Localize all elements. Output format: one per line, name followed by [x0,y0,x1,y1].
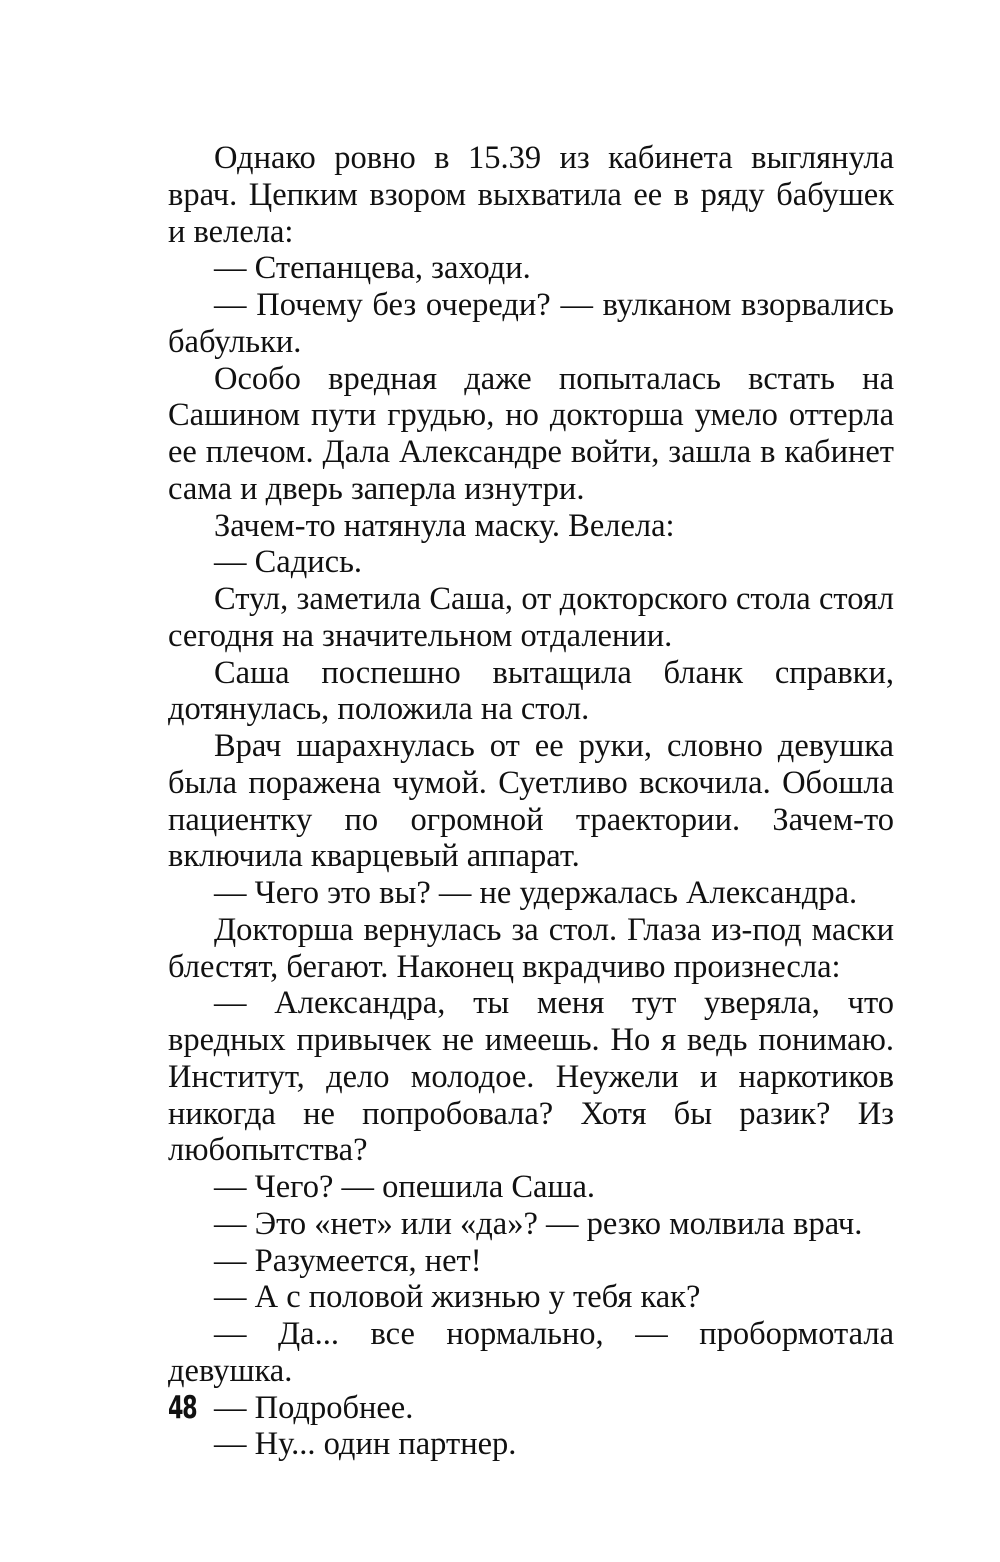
paragraph: — А с половой жизнью у тебя как? [214,1279,701,1316]
paragraph: — Ну... один партнер. [214,1426,517,1463]
paragraph: — Степанцева, заходи. [214,250,531,287]
paragraph: — Почему без очереди? — вулканом взорвались бабульки. [168,287,894,360]
page-text [168,140,894,1463]
paragraph: Врач шарахнулась от ее руки, словно девушка была поражена чумой. Суетливо вскочила. Обошла пациентку по огромной траектории. Зачем-то включила кварцевый аппарат. [168,728,894,875]
paragraph: Однако ровно в 15.39 из кабинета выглянула врач. Цепким взором выхватила ее в ряду бабушек и велела: [168,140,894,250]
paragraph: — Чего это вы? — не удержалась Александра. [214,875,858,911]
paragraph: Саша поспешно вытащила бланк справки, дотянулась, положила на стол. [168,654,894,728]
paragraph: Зачем-то натянула маску. Велела: [214,507,675,544]
paragraph: — Подробнее. [214,1389,414,1426]
paragraph: — Александра, ты меня тут уверяла, что вредных привычек не имеешь. Но я ведь понимаю. Институт, дело молодое. Неужели и наркотиков никогда не попробовала? Хотя бы разик? Из любопытства? [168,985,894,1169]
paragraph: — Разумеется, нет! [214,1242,482,1279]
paragraph: — Да... все нормально, — пробормотала девушка. [168,1316,894,1389]
paragraph: Особо вредная даже попыталась встать на Сашином пути грудью, но докторша умело оттерла ее плечом. Дала Александре войти, зашла в кабинет сама и дверь заперла изнутри. [168,360,894,507]
paragraph: — Это «нет» или «да»? — резко молвила врач. [214,1205,863,1242]
paragraph: Докторша вернулась за стол. Глаза из-под маски блестят, бегают. Наконец вкрадчиво произнесла: [168,911,894,985]
paragraph: Стул, заметила Саша, от докторского стола стоял сегодня на значительном отдалении. [168,581,894,654]
paragraph: — Садись. [214,544,363,581]
paragraph: — Чего? — опешила Саша. [214,1169,596,1205]
page-number: 48 [168,1390,197,1426]
